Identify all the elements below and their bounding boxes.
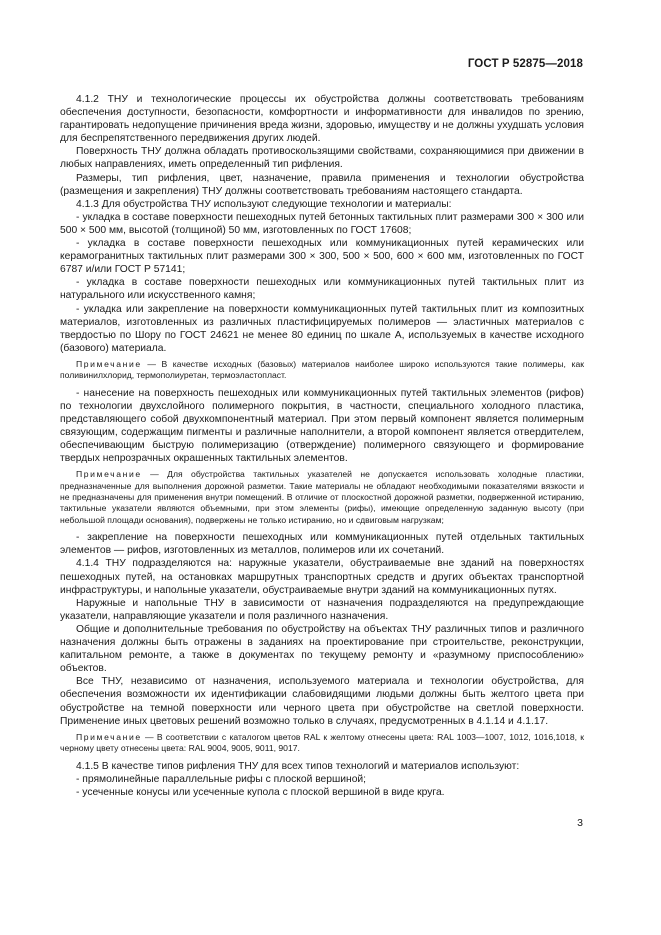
note xyxy=(60,732,584,755)
paragraph: Все ТНУ, независимо от назначения, используемого материала и технологии обустройства, для обеспечения возможности их идентификации слабовидящими людьми должны быть желтого цвета при обустройстве на темной поверхности или черного цвета при обустройстве на светлой поверхности. Применение иных цветовых решений возможно только в случаях, предусмотренных в 4.1.14 и 4.1.17. xyxy=(60,676,584,727)
note-label: Примечание xyxy=(76,358,142,369)
list-item: - укладка в составе поверхности пешеходных или коммуникационных путей керамических или керамогранитных тактильных плит размерами 300 × 300, 500 × 500, 600 × 600 мм, изготовленных по ГОСТ 6787 и/или ГОСТ Р 57141; xyxy=(60,238,584,276)
list-item: - прямолинейные параллельные рифы с плоской вершиной; xyxy=(76,773,367,785)
note-label: Примечание xyxy=(76,731,142,742)
standard-header: ГОСТ Р 52875—2018 xyxy=(467,58,583,70)
list-item: - закрепление на поверхности пешеходных или коммуникационных путей отдельных тактильных элементов — рифов, изготовленных из металлов, полимеров или их сочетаний. xyxy=(60,532,584,557)
note-text: — В соответствии с каталогом цветов RAL к желтому отнесены цвета: RAL 1003—1007, 1012, 1016,1018, к черному цвету отнесены цвета: RAL 9004, 9005, 9011, 9017. xyxy=(60,731,584,754)
paragraph: Наружные и напольные ТНУ в зависимости от назначения подразделяются на предупреждающие указатели, направляющие указатели и поля различного назначения. xyxy=(60,597,584,622)
paragraph: 4.1.5 В качестве типов рифления ТНУ для всех типов технологий и материалов используют: xyxy=(76,760,520,772)
list-item: - укладка в составе поверхности пешеходных путей бетонных тактильных плит размерами 300 × 300 или 500 × 500 мм, высотой (толщиной) 50 мм, изготовленных по ГОСТ 17608; xyxy=(60,211,584,236)
note-text: — Для обустройства тактильных указателей не допускается использовать холодные пластики, предназначенные для выполнения дорожной разметки. Такие материалы не обладают необходимыми показателями вязкости и не предназначены для применения внутри помещений. В отличие от плоскостной дорожной разметки, подверженной истиранию, тактильные указатели являются объемными, при этом элементы (рифы), имеющие определенную заданную высоту (при небольшой площади основания), подвержены не только истиранию, но и сдвиговым нагрузкам; xyxy=(60,469,584,525)
note-text: — В качестве исходных (базовых) материалов наиболее широко используются такие полимеры, как поливинилхлорид, термополиуретан, термоэластопласт. xyxy=(60,358,584,381)
document-body xyxy=(60,93,584,799)
paragraph: Размеры, тип рифления, цвет, назначение, правила применения и технологии обустройства (размещения и закрепления) ТНУ должны соответствовать требованиям настоящего стандарта. xyxy=(60,172,584,197)
paragraph: 4.1.2 ТНУ и технологические процессы их обустройства должны соответствовать требованиям обеспечения доступности, безопасности, комфортности и информативности для инвалидов по зрению, гарантировать недопущение причинения вреда жизни, здоровью, имуществу и не должны ухудшать условия для беспрепятственного передвижения других людей. xyxy=(60,94,584,145)
paragraph: Общие и дополнительные требования по обустройству на объектах ТНУ различных типов и различного назначения должны быть отражены в заданиях на проектирование при строительстве, реконструкции, капитальном ремонте, а также в документах по текущему ремонту и «разумному приспособлению» объектов. xyxy=(60,623,584,675)
note xyxy=(60,469,584,526)
note xyxy=(60,359,584,382)
paragraph: 4.1.4 ТНУ подразделяются на: наружные указатели, обустраиваемые вне зданий на поверхностях пешеходных путей, на остановках маршрутных транспортных средств и других объектах транспортной инфраструктуры, и напольные указатели, обустраиваемые внутри зданий на коммуникационных путях. xyxy=(60,558,584,596)
list-item: - укладка или закрепление на поверхности коммуникационных путей тактильных плит из композитных материалов, изготовленных из различных пластифицируемых полимеров — эластичных материалов с твердостью по Шору по ГОСТ 24621 не менее 80 единиц по шкале А, используемых в качестве исходного (базового) материала. xyxy=(60,303,584,354)
note-label: Примечание xyxy=(76,469,142,480)
list-item: - укладка в составе поверхности пешеходных или коммуникационных путей тактильных плит из натурального или искусственного камня; xyxy=(60,277,584,302)
paragraph: 4.1.3 Для обустройства ТНУ используют следующие технологии и материалы: xyxy=(76,198,452,210)
page-number: 3 xyxy=(577,817,583,829)
list-item: - усеченные конусы или усеченные купола с плоской вершиной в виде круга. xyxy=(76,786,445,798)
list-item: - нанесение на поверхность пешеходных или коммуникационных путей тактильных элементов (рифов) по технологии двухслойного полимерного покрытия, в частности, специального холодного пластика, представляющего собой двухкомпонентный материал. При этом первый компонент является полимерным связующим, содержащим пигменты и различные наполнители, а второй компонент является отвердителем, обеспечивающим быструю полимеризацию (отверждение) полимерного связующего и формирование твердых непрозрачных окрашенных тактильных элементов. xyxy=(60,387,584,465)
paragraph: Поверхность ТНУ должна обладать противоскользящими свойствами, сохраняющимися при движении в любых направлениях, иметь определенный тип рифления. xyxy=(60,146,584,171)
